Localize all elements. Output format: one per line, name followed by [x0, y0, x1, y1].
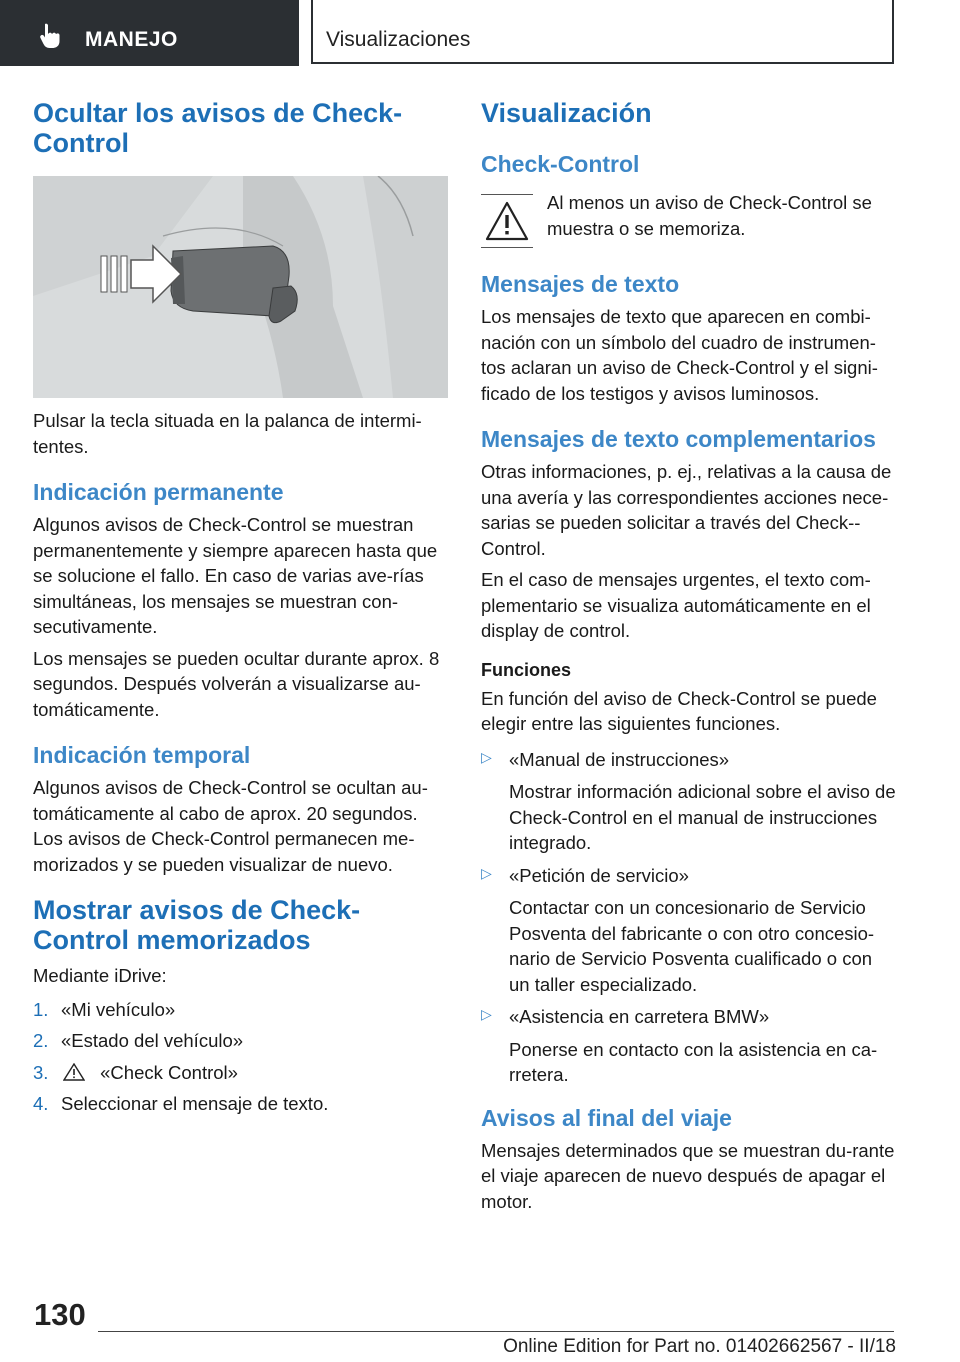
step-text: «Mi vehículo» [61, 998, 176, 1020]
warning-triangle-icon [481, 194, 533, 248]
heading-complementary: Mensajes de texto complementarios [481, 426, 876, 452]
paragraph-permanent-1: Algunos avisos de Check-Control se muestran permanentemente y siempre aparecen hasta que se solucione el fallo. En caso de varias ave-rías simultáneas, los mensajes se muestran con-secutivamente. [33, 514, 438, 637]
paragraph-check-control: Al menos un aviso de Check-Control se muestra o se memoriza. [547, 192, 872, 239]
paragraph-temporal: Algunos avisos de Check-Control se ocultan au-tomáticamente al cabo de aprox. 20 segundos. Los avisos de Check-Control permanecen me-morizados y se pueden visualizar de nuevo. [33, 777, 428, 875]
step-number: 3. [33, 1061, 49, 1083]
heading-end-of-trip: Avisos al final del viaje [481, 1104, 732, 1131]
function-description: Ponerse en contacto con la asistencia en ca-rretera. [509, 1038, 878, 1085]
function-label: «Asistencia en carretera BMW» [509, 1006, 770, 1027]
pointing-hand-icon [38, 22, 64, 48]
edition-note: Online Edition for Part no. 01402662567 - II/18 [503, 1336, 896, 1357]
page-number: 130 [34, 1297, 86, 1332]
function-label: «Manual de instrucciones» [509, 748, 730, 770]
step-item[interactable] [33, 1060, 448, 1086]
triangle-bullet-icon: ▷ [481, 1006, 492, 1022]
function-item[interactable] [481, 1004, 896, 1088]
step-text: «Estado del vehículo» [61, 1030, 244, 1051]
function-item[interactable] [481, 747, 896, 856]
heading-check-control: Check-Control [481, 151, 640, 177]
idrive-steps [33, 997, 448, 1117]
heading-permanent: Indicación permanente [33, 479, 284, 505]
heading-text-messages: Mensajes de texto [481, 271, 680, 297]
triangle-bullet-icon: ▷ [481, 864, 492, 881]
heading-functions: Funciones [481, 659, 572, 680]
right-column [481, 98, 896, 1214]
paragraph-complementary-1: Otras informaciones, p. ej., relativas a la causa de una avería y las correspondientes acciones nece-sarias se pueden solicitar a través del Check--Control. [481, 461, 892, 559]
image-caption: Pulsar la tecla situada en la palanca de intermi-tentes. [33, 410, 422, 457]
triangle-bullet-icon: ▷ [481, 748, 492, 765]
function-description: Contactar con un concesionario de Servicio Posventa del fabricante o con otro concesio-nario de Servicio Posventa cualificado o con un taller especializado. [509, 897, 875, 995]
page-header [0, 0, 960, 66]
chapter-tab[interactable] [311, 0, 894, 64]
function-description: Mostrar información adicional sobre el aviso de Check-Control en el manual de instrucciones integrado. [509, 781, 896, 853]
turn-signal-lever-illustration [33, 176, 448, 398]
step-number: 1. [33, 998, 49, 1020]
section-tab[interactable] [0, 0, 299, 66]
paragraph-text-messages: Los mensajes de texto que aparecen en combi-nación con un símbolo del cuadro de instrumen-tos aclaran un aviso de Check-Control y el signi-ficado de los testigos y avisos luminosos. [481, 306, 878, 404]
paragraph-permanent-2: Los mensajes se pueden ocultar durante aprox. 8 segundos. Después volverán a visualizarse au-tomáticamente. [33, 647, 440, 720]
function-item[interactable] [481, 863, 896, 998]
paragraph-complementary-2: En el caso de mensajes urgentes, el texto com-plementario se visualiza automáticamente en el display de control. [481, 569, 871, 641]
step-item[interactable] [33, 997, 448, 1023]
paragraph-end-of-trip: Mensajes determinados que se muestran du-rante el viaje aparecen de nuevo después de apagar el motor. [481, 1139, 895, 1212]
heading-temporal: Indicación temporal [33, 742, 251, 768]
step-item[interactable] [33, 1028, 448, 1054]
check-control-symbol-row [481, 188, 896, 268]
paragraph-idrive: Mediante iDrive: [33, 965, 167, 986]
step-item[interactable] [33, 1091, 448, 1117]
step-text: Seleccionar el mensaje de texto. [61, 1093, 329, 1114]
heading-show-memorized: Mostrar avisos de Check-Control memorizados [33, 895, 361, 955]
warning-triangle-icon [63, 1063, 85, 1081]
step-text: «Check Control» [100, 1061, 238, 1083]
left-column [33, 98, 448, 1123]
heading-visualization: Visualización [481, 98, 652, 128]
step-number: 2. [33, 1030, 49, 1051]
footer-divider [98, 1331, 894, 1332]
heading-hide-check-control: Ocultar los avisos de Check-Control [33, 98, 403, 158]
chapter-label: Visualizaciones [326, 28, 471, 51]
section-label: MANEJO [85, 28, 178, 51]
lever-drawing [33, 176, 448, 398]
function-list [481, 747, 896, 1088]
function-label: «Petición de servicio» [509, 864, 689, 886]
paragraph-functions: En función del aviso de Check-Control se puede elegir entre las siguientes funciones. [481, 687, 877, 734]
step-number: 4. [33, 1093, 49, 1114]
